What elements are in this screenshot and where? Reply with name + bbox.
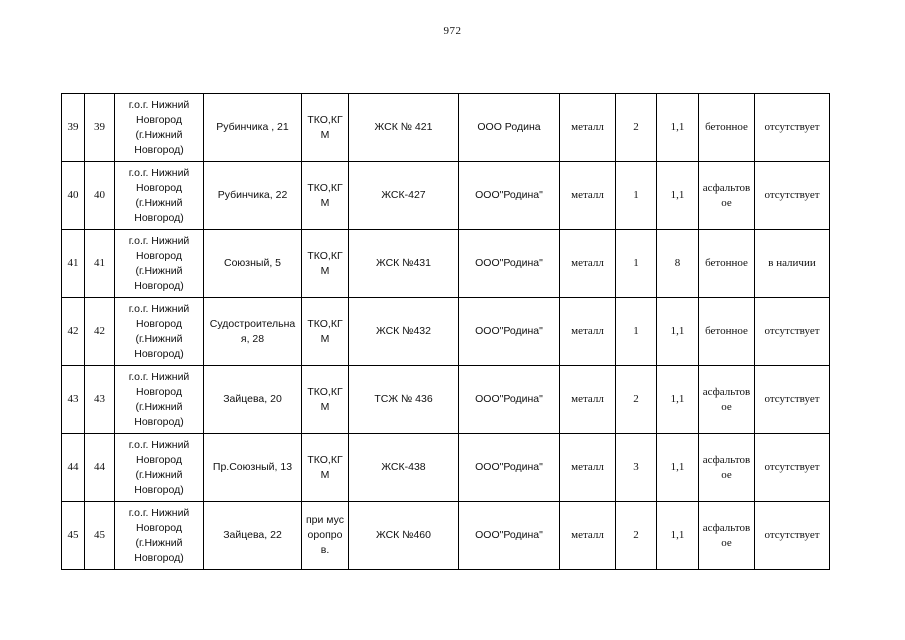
owner-cell: ЖСК № 421 [349,94,459,162]
owner-cell: ЖСК-438 [349,434,459,502]
waste-type-cell: ТКО,КГМ [302,298,349,366]
surface-cell: бетонное [699,230,755,298]
address-cell: Рубинчика, 22 [204,162,302,230]
material-cell: металл [560,434,616,502]
location-cell: г.о.г. Нижний Новгород (г.Нижний Новгород) [115,502,204,570]
row-number: 41 [62,230,85,298]
surface-cell: асфальтовое [699,366,755,434]
fence-cell: в наличии [755,230,830,298]
row-number: 43 [62,366,85,434]
volume-cell: 8 [657,230,699,298]
address-cell: Зайцева, 22 [204,502,302,570]
container-count-cell: 1 [616,298,657,366]
location-cell: г.о.г. Нижний Новгород (г.Нижний Новгород) [115,366,204,434]
table-row [62,502,830,570]
row-index: 43 [85,366,115,434]
table-row [62,94,830,162]
operator-cell: ООО"Родина" [459,162,560,230]
operator-cell: ООО"Родина" [459,230,560,298]
material-cell: металл [560,162,616,230]
table-row [62,434,830,502]
material-cell: металл [560,230,616,298]
owner-cell: ЖСК №431 [349,230,459,298]
address-cell: Пр.Союзный, 13 [204,434,302,502]
owner-cell: ЖСК №460 [349,502,459,570]
page-number: 972 [443,25,462,37]
address-cell: Рубинчика , 21 [204,94,302,162]
material-cell: металл [560,502,616,570]
waste-type-cell: ТКО,КГМ [302,162,349,230]
operator-cell: ООО Родина [459,94,560,162]
container-count-cell: 2 [616,502,657,570]
row-index: 42 [85,298,115,366]
row-number: 44 [62,434,85,502]
operator-cell: ООО"Родина" [459,502,560,570]
location-cell: г.о.г. Нижний Новгород (г.Нижний Новгород) [115,94,204,162]
row-index: 44 [85,434,115,502]
surface-cell: асфальтовое [699,434,755,502]
owner-cell: ЖСК №432 [349,298,459,366]
operator-cell: ООО"Родина" [459,366,560,434]
row-number: 39 [62,94,85,162]
container-count-cell: 2 [616,366,657,434]
registry-table [61,93,830,570]
surface-cell: бетонное [699,298,755,366]
operator-cell: ООО"Родина" [459,434,560,502]
table-row [62,298,830,366]
surface-cell: асфальтовое [699,502,755,570]
address-cell: Зайцева, 20 [204,366,302,434]
container-count-cell: 1 [616,162,657,230]
location-cell: г.о.г. Нижний Новгород (г.Нижний Новгород) [115,434,204,502]
fence-cell: отсутствует [755,502,830,570]
container-count-cell: 1 [616,230,657,298]
fence-cell: отсутствует [755,298,830,366]
fence-cell: отсутствует [755,162,830,230]
volume-cell: 1,1 [657,94,699,162]
fence-cell: отсутствует [755,434,830,502]
row-index: 45 [85,502,115,570]
volume-cell: 1,1 [657,434,699,502]
row-index: 40 [85,162,115,230]
waste-type-cell: ТКО,КГМ [302,94,349,162]
volume-cell: 1,1 [657,502,699,570]
waste-type-cell: ТКО,КГМ [302,434,349,502]
address-cell: Союзный, 5 [204,230,302,298]
owner-cell: ЖСК-427 [349,162,459,230]
waste-type-cell: ТКО,КГМ [302,366,349,434]
container-count-cell: 2 [616,94,657,162]
owner-cell: ТСЖ № 436 [349,366,459,434]
material-cell: металл [560,366,616,434]
surface-cell: бетонное [699,94,755,162]
table-row [62,230,830,298]
waste-type-cell: ТКО,КГМ [302,230,349,298]
table-row [62,366,830,434]
fence-cell: отсутствует [755,94,830,162]
material-cell: металл [560,298,616,366]
row-index: 39 [85,94,115,162]
location-cell: г.о.г. Нижний Новгород (г.Нижний Новгород) [115,298,204,366]
container-count-cell: 3 [616,434,657,502]
waste-type-cell: при мусоропров. [302,502,349,570]
material-cell: металл [560,94,616,162]
volume-cell: 1,1 [657,298,699,366]
volume-cell: 1,1 [657,162,699,230]
row-number: 42 [62,298,85,366]
location-cell: г.о.г. Нижний Новгород (г.Нижний Новгород) [115,162,204,230]
location-cell: г.о.г. Нижний Новгород (г.Нижний Новгород) [115,230,204,298]
row-index: 41 [85,230,115,298]
operator-cell: ООО"Родина" [459,298,560,366]
surface-cell: асфальтовое [699,162,755,230]
volume-cell: 1,1 [657,366,699,434]
table-row [62,162,830,230]
fence-cell: отсутствует [755,366,830,434]
address-cell: Судостроительная, 28 [204,298,302,366]
row-number: 40 [62,162,85,230]
row-number: 45 [62,502,85,570]
